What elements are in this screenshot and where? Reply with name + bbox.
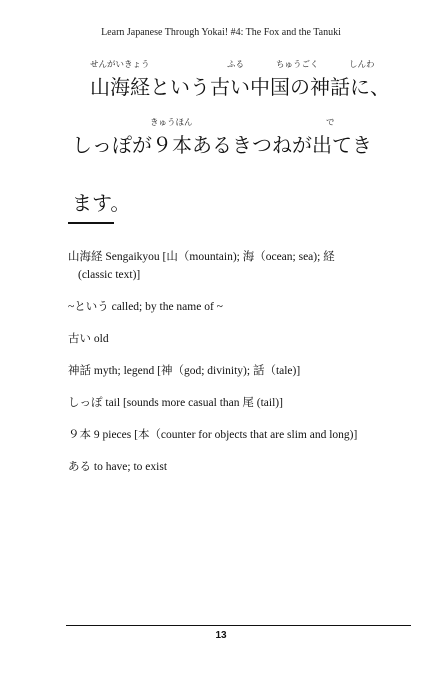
main-text-line-3-text: ます。 <box>72 191 131 215</box>
furigana-sengaikyou: せんがいきょう <box>90 60 150 70</box>
glossary-item-shippo <box>68 394 408 412</box>
main-text-line-3 <box>72 174 422 232</box>
glossary-item-toiu <box>68 298 408 316</box>
glossary-item-shinwa <box>68 362 408 380</box>
glossary-item-text: 神話 myth; legend [神（god; divinity); 話（tale)] <box>68 365 301 377</box>
glossary-item-furui <box>68 330 408 348</box>
glossary-item-text: ある to have; to exist <box>68 461 168 473</box>
furigana-de: で <box>326 118 335 128</box>
furigana-chuugoku: ちゅうごく <box>276 60 319 70</box>
page-number: 13 <box>215 630 227 641</box>
main-text-line-2-text: しっぽが９本あるきつねが出てき <box>72 133 372 157</box>
main-text-line-1 <box>72 58 422 116</box>
main-text-line-1-text: 山海経という古い中国の神話に、 <box>90 75 390 99</box>
furigana-furu: ふる <box>227 60 245 70</box>
main-text-line-2 <box>72 116 422 174</box>
main-text-block <box>72 58 422 232</box>
section-divider <box>68 222 114 224</box>
glossary-item-text: しっぽ tail [sounds more casual than 尾 (tail)] <box>68 397 283 409</box>
glossary-item-text: ９本 9 pieces [本（counter for objects that are slim and long)] <box>68 429 358 441</box>
glossary-item-sengaikyou <box>68 248 408 284</box>
glossary-list <box>68 248 408 490</box>
glossary-item-text: 古い old <box>68 333 109 345</box>
footer-divider <box>66 625 411 626</box>
glossary-item-kyuuhon <box>68 426 408 444</box>
glossary-item-continuation: (classic text)] <box>78 269 141 281</box>
glossary-item-aru <box>68 458 408 476</box>
furigana-shinwa: しんわ <box>349 60 375 70</box>
running-header: Learn Japanese Through Yokai! #4: The Fox and the Tanuki <box>101 27 341 38</box>
glossary-item-text: 山海経 Sengaikyou [山（mountain); 海（ocean; sea); 経 <box>68 251 335 263</box>
furigana-kyuuhon: きゅうほん <box>150 118 193 128</box>
glossary-item-text: ~という called; by the name of ~ <box>68 301 223 313</box>
